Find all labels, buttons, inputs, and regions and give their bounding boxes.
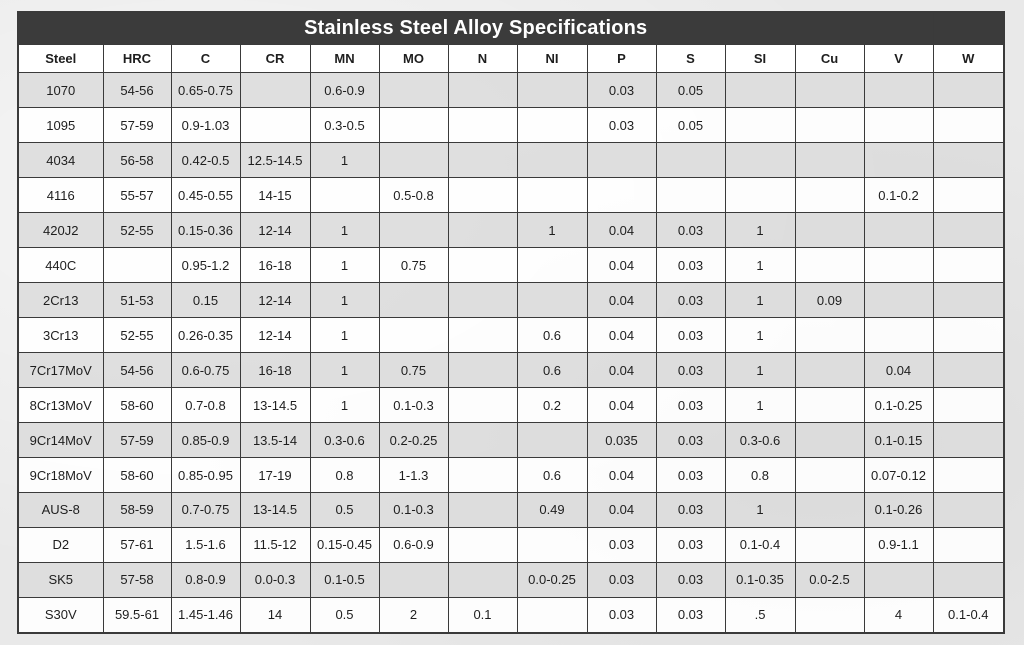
value-cell-mn: 1 bbox=[310, 283, 379, 318]
value-cell-ni: 0.6 bbox=[517, 318, 587, 353]
value-cell-p: 0.035 bbox=[587, 423, 656, 458]
value-cell-ni bbox=[517, 73, 587, 108]
column-header-hrc: HRC bbox=[103, 44, 171, 73]
column-header-w: W bbox=[933, 44, 1004, 73]
value-cell-si: 0.1-0.4 bbox=[725, 527, 795, 562]
value-cell-hrc: 57-59 bbox=[103, 108, 171, 143]
value-cell-cr: 13.5-14 bbox=[240, 423, 310, 458]
value-cell-w bbox=[933, 353, 1004, 388]
steel-name-cell: D2 bbox=[18, 527, 103, 562]
value-cell-cr: 12-14 bbox=[240, 213, 310, 248]
steel-name-cell: 7Cr17MoV bbox=[18, 353, 103, 388]
steel-name-cell: 4116 bbox=[18, 178, 103, 213]
value-cell-mn: 1 bbox=[310, 353, 379, 388]
value-cell-hrc: 57-61 bbox=[103, 527, 171, 562]
value-cell-cu bbox=[795, 527, 864, 562]
value-cell-cu bbox=[795, 493, 864, 528]
steel-name-cell: 9Cr14MoV bbox=[18, 423, 103, 458]
value-cell-ni bbox=[517, 143, 587, 178]
value-cell-p: 0.03 bbox=[587, 562, 656, 597]
value-cell-v: 0.1-0.25 bbox=[864, 388, 933, 423]
value-cell-p: 0.03 bbox=[587, 73, 656, 108]
value-cell-s: 0.03 bbox=[656, 458, 725, 493]
value-cell-c: 0.8-0.9 bbox=[171, 562, 240, 597]
table-row bbox=[18, 73, 1004, 108]
value-cell-ni: 1 bbox=[517, 213, 587, 248]
column-header-v: V bbox=[864, 44, 933, 73]
value-cell-w bbox=[933, 388, 1004, 423]
steel-name-cell: SK5 bbox=[18, 562, 103, 597]
value-cell-c: 0.85-0.9 bbox=[171, 423, 240, 458]
value-cell-mn: 0.5 bbox=[310, 597, 379, 633]
value-cell-hrc: 56-58 bbox=[103, 143, 171, 178]
value-cell-p: 0.04 bbox=[587, 388, 656, 423]
steel-name-cell: 2Cr13 bbox=[18, 283, 103, 318]
value-cell-si: 1 bbox=[725, 318, 795, 353]
value-cell-hrc: 58-60 bbox=[103, 388, 171, 423]
value-cell-cu bbox=[795, 353, 864, 388]
value-cell-ni: 0.2 bbox=[517, 388, 587, 423]
value-cell-si: 1 bbox=[725, 493, 795, 528]
value-cell-w bbox=[933, 248, 1004, 283]
table-row bbox=[18, 283, 1004, 318]
value-cell-w bbox=[933, 527, 1004, 562]
column-header-mo: MO bbox=[379, 44, 448, 73]
value-cell-hrc: 57-59 bbox=[103, 423, 171, 458]
table-row bbox=[18, 597, 1004, 633]
value-cell-mn: 1 bbox=[310, 213, 379, 248]
value-cell-s: 0.03 bbox=[656, 527, 725, 562]
value-cell-v bbox=[864, 108, 933, 143]
value-cell-mo bbox=[379, 213, 448, 248]
value-cell-v: 0.04 bbox=[864, 353, 933, 388]
column-header-p: P bbox=[587, 44, 656, 73]
value-cell-si: 1 bbox=[725, 248, 795, 283]
value-cell-v bbox=[864, 318, 933, 353]
value-cell-n bbox=[448, 493, 517, 528]
value-cell-mn: 1 bbox=[310, 248, 379, 283]
value-cell-s bbox=[656, 143, 725, 178]
table-title: Stainless Steel Alloy Specifications bbox=[18, 12, 933, 44]
title-row-empty-cell bbox=[933, 12, 1004, 44]
value-cell-ni bbox=[517, 423, 587, 458]
value-cell-s: 0.03 bbox=[656, 597, 725, 633]
value-cell-hrc: 52-55 bbox=[103, 213, 171, 248]
value-cell-n bbox=[448, 178, 517, 213]
steel-name-cell: 4034 bbox=[18, 143, 103, 178]
value-cell-cu bbox=[795, 143, 864, 178]
value-cell-n bbox=[448, 108, 517, 143]
column-header-c: C bbox=[171, 44, 240, 73]
value-cell-ni bbox=[517, 108, 587, 143]
value-cell-si: 1 bbox=[725, 353, 795, 388]
value-cell-mn: 1 bbox=[310, 388, 379, 423]
value-cell-w: 0.1-0.4 bbox=[933, 597, 1004, 633]
value-cell-mo: 0.1-0.3 bbox=[379, 388, 448, 423]
value-cell-s: 0.03 bbox=[656, 248, 725, 283]
table-row bbox=[18, 458, 1004, 493]
value-cell-hrc: 58-60 bbox=[103, 458, 171, 493]
table-row bbox=[18, 562, 1004, 597]
value-cell-cr: 16-18 bbox=[240, 353, 310, 388]
value-cell-cu bbox=[795, 108, 864, 143]
value-cell-c: 0.45-0.55 bbox=[171, 178, 240, 213]
table-row bbox=[18, 353, 1004, 388]
value-cell-hrc: 59.5-61 bbox=[103, 597, 171, 633]
value-cell-n bbox=[448, 143, 517, 178]
value-cell-si bbox=[725, 178, 795, 213]
value-cell-si bbox=[725, 143, 795, 178]
value-cell-si: 1 bbox=[725, 213, 795, 248]
value-cell-mo: 0.5-0.8 bbox=[379, 178, 448, 213]
value-cell-cr: 16-18 bbox=[240, 248, 310, 283]
table-row bbox=[18, 248, 1004, 283]
value-cell-si: 1 bbox=[725, 283, 795, 318]
table-row bbox=[18, 493, 1004, 528]
table-row bbox=[18, 318, 1004, 353]
value-cell-mo: 0.1-0.3 bbox=[379, 493, 448, 528]
value-cell-n bbox=[448, 423, 517, 458]
value-cell-n bbox=[448, 318, 517, 353]
value-cell-w bbox=[933, 562, 1004, 597]
value-cell-cu: 0.09 bbox=[795, 283, 864, 318]
value-cell-cu bbox=[795, 213, 864, 248]
value-cell-si: 1 bbox=[725, 388, 795, 423]
value-cell-mo: 0.75 bbox=[379, 248, 448, 283]
value-cell-mn: 1 bbox=[310, 143, 379, 178]
value-cell-mn: 0.1-0.5 bbox=[310, 562, 379, 597]
value-cell-s bbox=[656, 178, 725, 213]
value-cell-v bbox=[864, 248, 933, 283]
value-cell-cr bbox=[240, 73, 310, 108]
value-cell-cr: 14 bbox=[240, 597, 310, 633]
value-cell-w bbox=[933, 73, 1004, 108]
value-cell-hrc: 57-58 bbox=[103, 562, 171, 597]
title-row bbox=[18, 12, 1004, 44]
column-header-n: N bbox=[448, 44, 517, 73]
value-cell-cu bbox=[795, 178, 864, 213]
value-cell-c: 0.15 bbox=[171, 283, 240, 318]
value-cell-hrc: 55-57 bbox=[103, 178, 171, 213]
value-cell-p: 0.03 bbox=[587, 527, 656, 562]
column-header-steel: Steel bbox=[18, 44, 103, 73]
value-cell-w bbox=[933, 178, 1004, 213]
value-cell-mo: 0.6-0.9 bbox=[379, 527, 448, 562]
value-cell-s: 0.03 bbox=[656, 353, 725, 388]
value-cell-cr: 11.5-12 bbox=[240, 527, 310, 562]
value-cell-c: 0.7-0.8 bbox=[171, 388, 240, 423]
steel-name-cell: S30V bbox=[18, 597, 103, 633]
value-cell-si: 0.3-0.6 bbox=[725, 423, 795, 458]
value-cell-mn: 0.3-0.6 bbox=[310, 423, 379, 458]
steel-name-cell: 3Cr13 bbox=[18, 318, 103, 353]
value-cell-cr: 17-19 bbox=[240, 458, 310, 493]
value-cell-p: 0.04 bbox=[587, 493, 656, 528]
column-header-cu: Cu bbox=[795, 44, 864, 73]
value-cell-w bbox=[933, 213, 1004, 248]
value-cell-s: 0.05 bbox=[656, 73, 725, 108]
value-cell-p: 0.03 bbox=[587, 108, 656, 143]
value-cell-ni: 0.49 bbox=[517, 493, 587, 528]
value-cell-c: 0.42-0.5 bbox=[171, 143, 240, 178]
table-row bbox=[18, 527, 1004, 562]
value-cell-si: 0.8 bbox=[725, 458, 795, 493]
value-cell-w bbox=[933, 493, 1004, 528]
value-cell-hrc bbox=[103, 248, 171, 283]
value-cell-cu bbox=[795, 388, 864, 423]
value-cell-w bbox=[933, 283, 1004, 318]
value-cell-p: 0.04 bbox=[587, 458, 656, 493]
value-cell-v: 0.1-0.15 bbox=[864, 423, 933, 458]
value-cell-ni bbox=[517, 283, 587, 318]
value-cell-v bbox=[864, 562, 933, 597]
value-cell-cr: 13-14.5 bbox=[240, 493, 310, 528]
value-cell-c: 0.85-0.95 bbox=[171, 458, 240, 493]
value-cell-v bbox=[864, 73, 933, 108]
value-cell-p bbox=[587, 143, 656, 178]
value-cell-cr: 12.5-14.5 bbox=[240, 143, 310, 178]
value-cell-mn: 0.15-0.45 bbox=[310, 527, 379, 562]
value-cell-mo: 0.75 bbox=[379, 353, 448, 388]
table-row bbox=[18, 213, 1004, 248]
value-cell-cu bbox=[795, 423, 864, 458]
value-cell-w bbox=[933, 423, 1004, 458]
value-cell-p: 0.04 bbox=[587, 248, 656, 283]
steel-name-cell: AUS-8 bbox=[18, 493, 103, 528]
value-cell-w bbox=[933, 458, 1004, 493]
value-cell-n bbox=[448, 458, 517, 493]
value-cell-c: 0.9-1.03 bbox=[171, 108, 240, 143]
value-cell-ni bbox=[517, 597, 587, 633]
steel-name-cell: 1095 bbox=[18, 108, 103, 143]
value-cell-v bbox=[864, 213, 933, 248]
value-cell-v: 0.07-0.12 bbox=[864, 458, 933, 493]
value-cell-mn: 0.8 bbox=[310, 458, 379, 493]
table-row bbox=[18, 108, 1004, 143]
value-cell-mo bbox=[379, 73, 448, 108]
value-cell-cr: 13-14.5 bbox=[240, 388, 310, 423]
value-cell-cu bbox=[795, 597, 864, 633]
value-cell-cu bbox=[795, 458, 864, 493]
value-cell-si: 0.1-0.35 bbox=[725, 562, 795, 597]
value-cell-ni bbox=[517, 527, 587, 562]
steel-name-cell: 420J2 bbox=[18, 213, 103, 248]
value-cell-w bbox=[933, 108, 1004, 143]
value-cell-p: 0.04 bbox=[587, 283, 656, 318]
value-cell-v bbox=[864, 283, 933, 318]
value-cell-p: 0.04 bbox=[587, 213, 656, 248]
table-row bbox=[18, 178, 1004, 213]
value-cell-mo bbox=[379, 562, 448, 597]
value-cell-p: 0.04 bbox=[587, 353, 656, 388]
column-header-mn: MN bbox=[310, 44, 379, 73]
value-cell-mo bbox=[379, 283, 448, 318]
value-cell-mn: 1 bbox=[310, 318, 379, 353]
value-cell-v: 0.9-1.1 bbox=[864, 527, 933, 562]
value-cell-n bbox=[448, 562, 517, 597]
value-cell-v: 0.1-0.26 bbox=[864, 493, 933, 528]
value-cell-s: 0.03 bbox=[656, 388, 725, 423]
alloy-spec-table bbox=[17, 11, 1005, 634]
value-cell-hrc: 54-56 bbox=[103, 353, 171, 388]
value-cell-mo bbox=[379, 108, 448, 143]
column-header-ni: NI bbox=[517, 44, 587, 73]
value-cell-hrc: 54-56 bbox=[103, 73, 171, 108]
value-cell-mo: 0.2-0.25 bbox=[379, 423, 448, 458]
value-cell-hrc: 52-55 bbox=[103, 318, 171, 353]
steel-name-cell: 440C bbox=[18, 248, 103, 283]
value-cell-c: 0.6-0.75 bbox=[171, 353, 240, 388]
value-cell-s: 0.03 bbox=[656, 493, 725, 528]
value-cell-cu bbox=[795, 318, 864, 353]
value-cell-ni: 0.6 bbox=[517, 353, 587, 388]
value-cell-ni bbox=[517, 248, 587, 283]
value-cell-ni: 0.0-0.25 bbox=[517, 562, 587, 597]
table-row bbox=[18, 388, 1004, 423]
value-cell-w bbox=[933, 318, 1004, 353]
value-cell-cr: 12-14 bbox=[240, 318, 310, 353]
value-cell-mo bbox=[379, 318, 448, 353]
value-cell-mn: 0.6-0.9 bbox=[310, 73, 379, 108]
value-cell-cu bbox=[795, 73, 864, 108]
value-cell-c: 1.5-1.6 bbox=[171, 527, 240, 562]
value-cell-n bbox=[448, 353, 517, 388]
value-cell-hrc: 51-53 bbox=[103, 283, 171, 318]
value-cell-cu: 0.0-2.5 bbox=[795, 562, 864, 597]
table-row bbox=[18, 423, 1004, 458]
value-cell-c: 0.7-0.75 bbox=[171, 493, 240, 528]
value-cell-cr bbox=[240, 108, 310, 143]
value-cell-c: 0.95-1.2 bbox=[171, 248, 240, 283]
column-header-si: SI bbox=[725, 44, 795, 73]
value-cell-n bbox=[448, 283, 517, 318]
value-cell-si bbox=[725, 73, 795, 108]
steel-name-cell: 9Cr18MoV bbox=[18, 458, 103, 493]
header-row bbox=[18, 44, 1004, 73]
value-cell-n bbox=[448, 73, 517, 108]
value-cell-c: 0.26-0.35 bbox=[171, 318, 240, 353]
value-cell-ni: 0.6 bbox=[517, 458, 587, 493]
value-cell-cu bbox=[795, 248, 864, 283]
value-cell-hrc: 58-59 bbox=[103, 493, 171, 528]
value-cell-ni bbox=[517, 178, 587, 213]
steel-name-cell: 8Cr13MoV bbox=[18, 388, 103, 423]
value-cell-cr: 12-14 bbox=[240, 283, 310, 318]
value-cell-v: 4 bbox=[864, 597, 933, 633]
value-cell-mn: 0.3-0.5 bbox=[310, 108, 379, 143]
value-cell-v bbox=[864, 143, 933, 178]
value-cell-cr: 14-15 bbox=[240, 178, 310, 213]
value-cell-p bbox=[587, 178, 656, 213]
value-cell-c: 1.45-1.46 bbox=[171, 597, 240, 633]
value-cell-c: 0.15-0.36 bbox=[171, 213, 240, 248]
value-cell-mo bbox=[379, 143, 448, 178]
value-cell-s: 0.03 bbox=[656, 423, 725, 458]
value-cell-p: 0.04 bbox=[587, 318, 656, 353]
value-cell-v: 0.1-0.2 bbox=[864, 178, 933, 213]
value-cell-n bbox=[448, 527, 517, 562]
value-cell-s: 0.05 bbox=[656, 108, 725, 143]
value-cell-n bbox=[448, 388, 517, 423]
value-cell-cr: 0.0-0.3 bbox=[240, 562, 310, 597]
value-cell-s: 0.03 bbox=[656, 213, 725, 248]
value-cell-s: 0.03 bbox=[656, 318, 725, 353]
column-header-cr: CR bbox=[240, 44, 310, 73]
value-cell-si: .5 bbox=[725, 597, 795, 633]
value-cell-n: 0.1 bbox=[448, 597, 517, 633]
value-cell-n bbox=[448, 213, 517, 248]
value-cell-p: 0.03 bbox=[587, 597, 656, 633]
value-cell-mo: 2 bbox=[379, 597, 448, 633]
value-cell-mn bbox=[310, 178, 379, 213]
steel-name-cell: 1070 bbox=[18, 73, 103, 108]
value-cell-mn: 0.5 bbox=[310, 493, 379, 528]
column-header-s: S bbox=[656, 44, 725, 73]
value-cell-c: 0.65-0.75 bbox=[171, 73, 240, 108]
value-cell-s: 0.03 bbox=[656, 562, 725, 597]
value-cell-s: 0.03 bbox=[656, 283, 725, 318]
value-cell-n bbox=[448, 248, 517, 283]
value-cell-mo: 1-1.3 bbox=[379, 458, 448, 493]
value-cell-w bbox=[933, 143, 1004, 178]
table-row bbox=[18, 143, 1004, 178]
value-cell-si bbox=[725, 108, 795, 143]
